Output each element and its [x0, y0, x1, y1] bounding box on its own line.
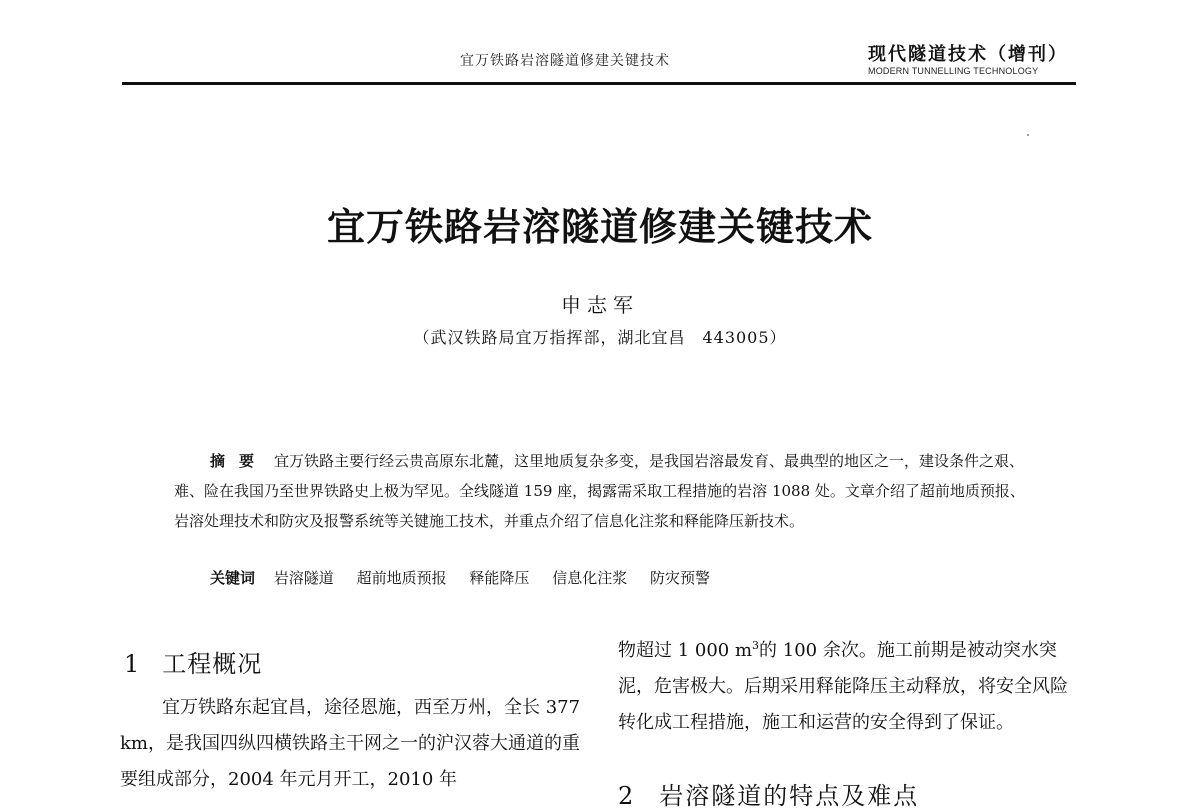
keyword-item: 防灾预警	[649, 569, 710, 587]
section-1-heading	[124, 644, 262, 679]
abstract-text: 宜万铁路主要行经云贵高原东北麓，这里地质复杂多变，是我国岩溶最发育、最典型的地区之一，建设条件之艰、难、险在我国乃至世界铁路史上极为罕见。全线隧道 159 座，揭露需采取工程措施的岩溶 1088 处。文章介绍了超前地质预报、岩溶处理技术和防灾及报警系统等关键施工技术，并重点介绍了信息化注浆和释能降压新技术。	[174, 452, 1025, 530]
section-1-title: 工程概况	[162, 650, 263, 678]
keywords	[210, 566, 728, 590]
section-2-title: 岩溶隧道的特点及难点	[659, 782, 920, 810]
running-title: 宜万铁路岩溶隧道修建关键技术	[460, 53, 670, 69]
section-1-body	[120, 690, 582, 798]
section-1-number: 1	[124, 650, 141, 678]
section-2-heading	[618, 776, 919, 811]
right-paragraph-part-b: 的 100 余次。施工前期是被动突水突泥，危害极大。后期采用释能降压主动释放，将安全风险转化成工程措施，施工和运营的安全得到了保证。	[618, 640, 1068, 733]
keyword-item: 释能降压	[469, 569, 530, 587]
right-column-body	[618, 628, 1080, 741]
abstract-label: 摘要	[210, 452, 269, 470]
journal-name-en: MODERN TUNNELLING TECHNOLOGY	[868, 66, 1039, 76]
author-affiliation: （武汉铁路局宜万指挥部，湖北宜昌 443005）	[413, 328, 787, 347]
keyword-item: 信息化注浆	[552, 569, 628, 587]
scan-speck	[1027, 134, 1029, 136]
section-2-number: 2	[618, 782, 636, 810]
header-rule	[122, 82, 1076, 85]
right-paragraph-part-a: 物超过 1 000 m	[618, 640, 753, 661]
section-1-paragraph: 宜万铁路东起宜昌，途径恩施，西至万州，全长 377 km，是我国四纵四横铁路主干网之一的沪汉蓉大通道的重要组成部分，2004 年元月开工，2010 年	[120, 697, 581, 790]
superscript-three: 3	[752, 639, 760, 652]
abstract	[174, 446, 1030, 536]
author-name: 申志军	[561, 293, 639, 317]
keyword-item: 岩溶隧道	[273, 569, 334, 587]
keywords-label: 关键词	[210, 569, 256, 587]
journal-name: 现代隧道技术（增刊）	[868, 44, 1068, 65]
keyword-item: 超前地质预报	[356, 569, 447, 587]
article-title: 宜万铁路岩溶隧道修建关键技术	[326, 204, 873, 249]
